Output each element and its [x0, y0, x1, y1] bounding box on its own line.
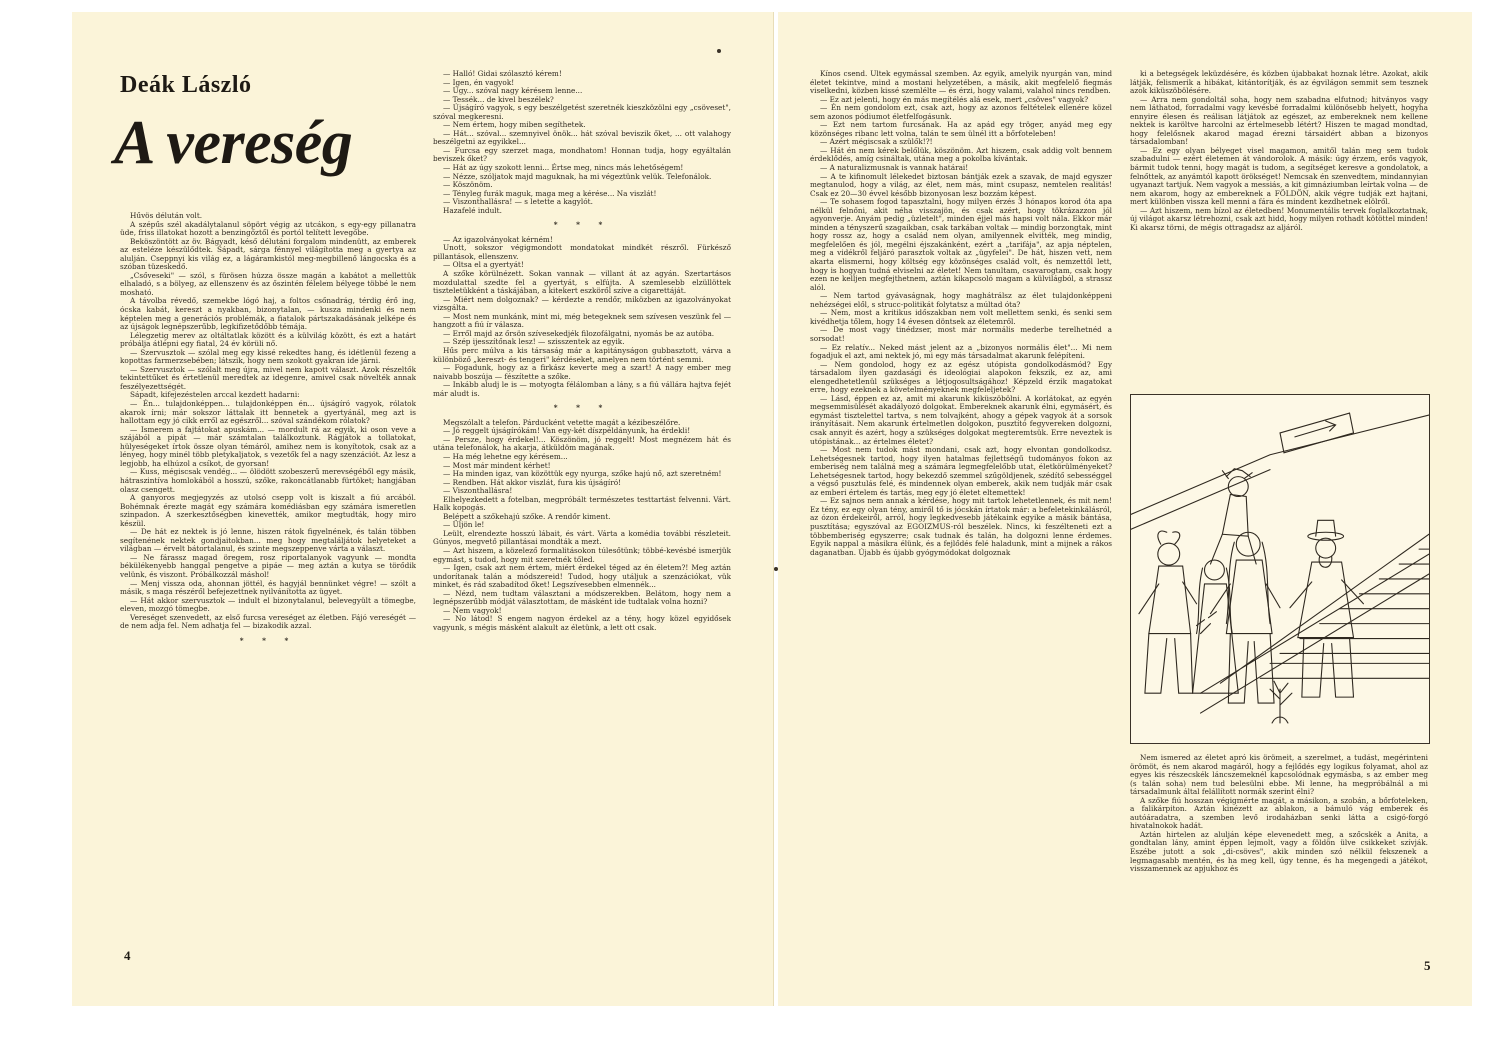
paragraph: „Csőveseki" — szól, s fürösen húzza össze magán a kabátot a mellettük elhaladó, s a bölyeg, az ellenszenv és az őszintén félelem bélyege többé le nem mosható. — [120, 270, 416, 297]
paragraph: Kínos csend. Ültek egymással szemben. Az egyik, amelyik nyurgán van, mind életet tekintve, mind a mostani helyzetében, a másik, akit megfelelő fiegmás viselkedni, közben kissé szemlélte — és érzi, hogy valami, valahol nincs rendben. — [810, 70, 1112, 96]
text-column-5 — [1130, 754, 1428, 946]
paragraph: Aztán hirtelen az alulján képe elevenedett meg, a szőcskék a Anita, a gondtalan lány, amint éppen lejmolt, vagy a földön ülve csikkeket szívják. Eszébe jutott a sok „di-csöves", akik minden szó nélkül fekszenek a legmagasabb mentén, és ha meg kell, úgy tenne, és ha megengedi a játékot, visszamennek az apjukhoz és — [1130, 829, 1428, 874]
paragraph: — Kuss, mégiscsak vendég... — ölödött szobeszerű merevségéből egy másik, hátraszintíva homlokából a hosszú, szőke, rakoncátlanabb fürtöket; hangjában olasz csengett. — [120, 467, 416, 494]
paragraph: — No látod! S engem nagyon érdekel az a tény, hogy közel egyidősek vagyunk, s mégis másként alakult az életünk, a lett ott csak. — [433, 614, 731, 632]
paragraph: — Ne fárassz magad öregem, rosz riportalanyok vagyunk — mondta békülékenyebb hanggal pengetve a pipáe — meg aztán a kutya se törődik velünk, és viszont. Próbálkozzál máshol! — [120, 552, 416, 579]
paragraph: — Halló! Gidai szólasztó kérem! — [443, 70, 562, 78]
paragraph: — Nem gondolod, hogy ez az egész utópista gondolkodásmód? Egy társadalom ilyen gazdasági és ideológiai alapokon fekszik, ez az, ami elengedhetetlenül szükséges a létjogosultságához! Képzeld érzik magatokat erre, hogy ezeknek a követelményeknek megfeleljetek? — [810, 359, 1112, 395]
page-number-right: 5 — [1424, 958, 1431, 973]
paragraph: Beköszöntött az öv. Bágyadt, késő délutáni forgalom mindenütt, az emberek az esteléze készülődtek. Sápadt, sárga fénnyel világította meg a gyertya az alulján. Cseppnyi kis világ ez, a lágáramkistól meg-megbillenő lángocska és a szóban tüzeskedő. — [120, 236, 416, 272]
paragraph: — Nem vagyok! — [443, 605, 502, 615]
paragraph: — Igen, én vagyok! — [443, 77, 515, 87]
section-separator: * * * — [239, 635, 297, 645]
paragraph: — Lásd, éppen ez az, amit mi akarunk kiküszöbölni. A korlátokat, az egyén megsemmisülését akadályozó dolgokat. Embereknek akarunk élni, egymásért, és egymást tisztelettel tartva, s nem tolvajként, ahogy a gépek vagyok át a sorsok irányításait. Nem akarunk értelmetlen dolgokon, pusztító fegyvereken dolgozni, csak annyit és azért, hogy a szükséges dolgokat megteremtsük. Erre neveztek is utópistának... az értelmes életet? — [810, 393, 1112, 446]
paragraph: — Oltsa el a gyertyát! — [443, 260, 524, 270]
section-separator: * * * — [553, 220, 611, 230]
illustration-youths-on-stairs — [1130, 394, 1430, 744]
paragraph: — Az igazolványokat kérném! — [443, 234, 553, 244]
paragraph: Belépett a szőkehajú szőke. A rendőr kiment. — [443, 511, 611, 521]
paragraph: — Szép ijesszítőnak lesz! — szisszentek az egyik. — [443, 337, 625, 347]
paragraph: — Furcsa egy szerzet maga, mondhatom! Honnan tudja, hogy egyáltalán beviszek őket? — [433, 145, 731, 164]
section-separator: * * * — [553, 403, 611, 413]
paragraph: — Tessék... de kivel beszélek? — [443, 94, 554, 104]
paragraph: — De hát ez nektek is jó lenne, hiszen rátok figyelnének, és talán többen segítenének nektek gondjaitokban... meg hogy megtaláljátok helyeteket a világban — érvelt bátortalanul, és szinte megszeppenve várta a választ. — [120, 527, 416, 554]
paragraph: — Úgy... szóval nagy kérésem lenne... — [443, 86, 583, 96]
paragraph: — Én... tulajdonképpen... tulajdonképpen én... újságíró vagyok, rólatok akarok írni; már sokszor láttalak itt bennetek a gyertyánál, meg azt is hallottam egy jó cikk erről az egészről... szóval szándékom rólatok? — [120, 399, 416, 426]
paragraph: — Most már mindent kérhet! — [443, 460, 551, 470]
paragraph: — Hát... szóval... szemnyivel önök... hát szóval beviszik őket, ... ott valahogy beszélgetni az egyikkel... — [433, 128, 731, 147]
paragraph: — Nézd, nem tudtam választani a módszerekben. Belátom, hogy nem a legnépszerűbb módját választottam, de másként ide tudtalak volna hozni? — [433, 588, 731, 607]
paragraph: — Inkább aludj le is — motyogta félálomban a lány, s a fiú vállára hajtva fejét már aludt is. — [433, 380, 731, 398]
paragraph: Hazafelé indult. — [443, 205, 502, 215]
paragraph: Vereséget szenvedett, az első furcsa vereséget az életben. Fájó vereségét — de nem adja fel. Nem adhatja fel — bizakodik azzal. — [120, 612, 416, 631]
paragraph: — Ha minden igaz, van közöttük egy nyurga, szőke hajú nő, azt szeretném! — [443, 469, 722, 479]
paragraph: Elhelyezkedett a fotelban, megpróbált természetes testtartást felvenni. Várt. Halk kopogás. — [433, 494, 731, 513]
paragraph: — A naturalizmusnak is vannak határai! — [820, 163, 969, 173]
paragraph: — Erről majd az őrsön szívesekedjék filozofálgatni, nyomás be az autóba. — [443, 328, 715, 338]
paragraph: — Persze, hogy érdekel!... Köszönöm, jó reggelt! Most megnézem hát és utána telefonálok, ha akarja, átküldöm magának. — [433, 434, 731, 453]
page-number-left: 4 — [124, 948, 131, 963]
paragraph: ki a betegségek leküzdésére, és közben újabbakat hoznak létre. Azokat, akik látják, felismerik a hibákat, kitántorítják, és az égvilágon semmit sem tesznek azok kiküszöbölésére. — [1130, 70, 1428, 96]
paragraph: — Menj vissza oda, ahonnan jöttél, és hagyjál bennünket végre! — szólt a másik, s maga részéről befejezettnek nyilvánította az ügyet. — [120, 578, 416, 597]
paragraph: — Szervusztok — szólalt meg újra, mivel nem kapott választ. Azok részeltők tekintettűket és értetlenül meredtek az idegenre, amivel csak növelték annak feszélyezettségét. — [120, 364, 416, 391]
paragraph: A ganyoros megjegyzés az utolsó csepp volt is kiszalt a fiú arcából. Bohémnak érezte magát egy számára komédiásban egy számára ismeretlen szinpadon. A szerkesztőségben kinevették, amikor megtudták, hogy miro készül. — [120, 493, 416, 528]
paragraph: — Köszönöm. — [443, 180, 493, 190]
paragraph: — Hát én nem kérek belőlük, köszönöm. Azt hiszem, csak addig volt bennem érdeklődés, amíg csináltak, utána meg a pokolba kívántak. — [810, 145, 1112, 164]
paragraph: — Most nem tudok mást mondani, csak azt, hogy elvontan gondolkodsz. Lehetségesnek tartod, hogy ilyen hatalmas fejlettségű tudományos fokon az emberiség nem találná meg a számára legmegfelelőbb utat, életkörülményeket? Lehetségesnek tartod, hogy bekezdő szemmel szűgöldjenek, szédítő sebességgel a végső pusztulás felé, és mindennek olyan emberek, akik nem tudják már csak az emberi értelem és tartás, meg egy jó életet eltemettek! — [810, 445, 1112, 497]
paragraph: Hűs perc múlva a kis társaság már a kapitányságon gubbasztott, várva a különböző „kereszt- és tengeri" kérdéseket, amelyen nem történt semmi. — [433, 345, 731, 364]
text-column-4 — [1130, 70, 1428, 388]
paragraph: — Azért mégiscsak a szülők!?! — [820, 137, 933, 147]
paragraph: — Ez egy olyan bélyeget visel magamon, amitől talán meg sem tudok szabadulni — ezért életemen át vándorolok. A másik: úgy érzem, erős vagyok, bármit tudok tenni, hogy magát is tudom, a segítséget keresve a gondolatok, a felnőttek, az anyámtól kapott örökséget! Nemcsak én szenvedtem, mindannyian ugyanazt tartjuk. Nem vagyok a messiás, a kit gimnáziumban leírtak volna — de nem akarom, hogy az embereknek a FÖLDÖN, akik végre tudják ezt hajtani, mert különben vissza kell menni a fára és mindent kezdhetnek elölről. — [1130, 145, 1428, 207]
paragraph: — Viszonthallásra! — [443, 486, 513, 496]
article-title: A vereség — [114, 109, 353, 177]
paragraph: Lélegzetig merev az oltáltatlak között és a külvilág között, és ezt a határt próbálja átlépni egy fiatal, 24 év körüli nő. — [120, 330, 416, 349]
paragraph: — Azt hiszem, a közelező formalitásokon túlesőtünk; többé-kevésbé ismerjük egymást, s tudod, hogy mit szeretnék tőled. — [433, 545, 731, 564]
paragraph: A távolba révedő, szemekbe lógó haj, a foltos csőnadrág, térdig érő ing, ócska kabát, kereszt a nyakban, bizonytalan, — kusza mindenki és nem képtelen meg a generációs problémák, a fiatalok pártszakadásának jelképe és az újságok legnépszerűbb, legkifizetődőbb témája. — [120, 296, 416, 332]
paragraph: — Nem, most a kritikus időszakban nem volt mellettem senki, és senki sem kivédhetja tőlem, hogy 14 évesen döntsek az életemről. — [810, 308, 1112, 326]
paragraph: — Nem értem, hogy miben segíthetek. — [443, 120, 586, 130]
paragraph: — A te kifinomult lélekedet biztosan bántják ezek a szavak, de majd egyszer megtanulod, hogy a világ, az élet, nem más, mint csupasz, nemtelen realitás! Csak ez 20—30 évvel később bizonyosan lesz bozzám képest. — [810, 171, 1112, 198]
paragraph: — Újságíró vagyok, s egy beszélgetést szeretnék kieszközölni egy „csöveset", szóval megkeresni. — [433, 103, 731, 121]
paragraph: — Te sohasem fogod tapasztalni, hogy milyen érzés 3 hónapos korod óta apa nélkül felnőni, akit néha visszajön, és csak azért, hogy tökrázazzon jól agyonverje. Anyám pedig „üzletelt", minden éjjel más hapsi volt nála. Ekkor már minden a tényszerű szagaikban, csak tarkában voltak — mindig borzongtak, mint hogy rossz az, hogy a család nem olyan, amilyennek elvitték, meg mindig, megfelelően és jól, megélni éjszakánként, ezért a „tarifája", az apja néptelen, meg a vidékről feljáró parasztok voltak az „ügyfelei". De hát, hiszen vett, nem akarta elismerni, hogy költség egy közönséges család volt, és nemzettől lett, hogy is hogyan tudná elviselni az életet! Nem tanultam, csavarogtam, csak hogy ezen ne kelljen megfejthetnem, aztán kikapcsoló magam a külvilágból, a strassz alól. — [810, 197, 1112, 292]
paragraph: — Nem tartod gyávaságnak, hogy maghátrálsz az élet tulajdonképpeni nehézségei elől, s strucc-politikát folytatsz a múltad óta? — [810, 291, 1112, 309]
paragraph: — Miért nem dolgoznak? — kérdezte a rendőr, miközben az igazolványokat vizsgálta. — [433, 294, 731, 313]
illustration-drawing — [1131, 395, 1429, 743]
paragraph: — Szervusztok — szólal meg egy kissé rekedtes hang, és idétlenül fezeng a kopottas farmerzsebében; látszik, hogy nem szokott gyakran ide járni. — [120, 347, 416, 366]
paragraph: Sápadt, kifejezéstelen arccal kezdett hadarni: — [130, 390, 300, 400]
text-column-2 — [433, 70, 731, 946]
paragraph: Leült, elrendezte hosszú lábait, és várt. Várta a komédia további részleteit. Gúnyos, megvető pillantásai mondták a mezt. — [433, 528, 731, 547]
text-column-3 — [810, 70, 1112, 946]
paragraph: A szépűs szél akadálytalanul söpört végig az utcákon, s egy-egy pillanatra üde, friss illatokat hozott a benzingőztől és portól telített levegőbe. — [120, 219, 416, 238]
paragraph: — Most nem munkánk, mint mi, még betegeknek sem szívesen veszünk fel — hangzott a fiú ír válasza. — [433, 311, 731, 330]
paragraph: — Ismerem a fajtátokat apuskám... — mordult rá az egyik, ki oson veve a szájából a pipát — már számtalan találkoztunk. Rágjátok a tollatokat, hülyeségeket írtok össze olyan témáról, amihez nem is konyítotok, csak az a lényeg, hogy minél több pletykaljatok, s vezetők fel a nagy szenzációt. Az lesz a legjobb, ha elhúzol a csíkot, de gyorsan! — [120, 424, 416, 468]
paragraph: — Ha még lehetne egy kérésem... — [443, 451, 568, 461]
paragraph: Nem ismered az életet apró kis örömeit, a szerelmet, a tudást, megérinteni örömöt, és nem akarod magáról, hogy a fejlődés egy logikus folyamat, ahol az egyes kis részecskék láncszemeknél kapcsolódnak egymásba, s az ember meg (s talán soha) nem tud belesülni ebbe. Mi lenne, ha megpróbálnál a mi társadalmunk által felállított normák szerint élni? — [1130, 754, 1428, 797]
paragraph: — Hát akkor szervusztok — indult el bizonytalanul, belevegyült a tömegbe, eleven, mozgó tömegbe. — [120, 595, 416, 614]
paragraph: — Nézze, szóljatok majd maguknak, ha mi végeztünk velük. Telefonálok. — [443, 171, 712, 181]
paragraph: — Viszonthallásra! — s letette a kagylót. — [443, 197, 593, 207]
left-page — [72, 12, 774, 1006]
paragraph: — Ezt nem tartom furcsának. Ha az apád egy tröger, anyád meg egy közönséges ribanc lett volna, talán te sem ülnél itt a bőrfoteleben! — [810, 120, 1112, 138]
paragraph: — Jó reggelt újságírókám! Van egy-két díszpéldányunk, ha érdekli! — [443, 426, 691, 436]
paragraph: — Ez sajnos nem annak a kérdése, hogy mit tartok lehetetlennek, és mit nem! Ez tény, ez egy olyan tény, amiről tő is jócskán írtatok már: a befeletekinkálásról, az ózon érdekeiről, arról, hogy legkedvesebb játékaink egyike a másik bántása, pusztítása; egyszóval az EGOIZMUS-ról beszélek. Nincs, ki feszélteneti ezt a többemberiség egyszerre; csak tudnak és talán, ha dolgozni lenne érdemes. Egyik nappal a másikra élünk, és a fejlődés felé haladunk, mint a mijnek a rákos daganatban. Újabb és újabb gyógymódokat dolgoznak — [810, 496, 1112, 557]
paragraph: Hűvös délután volt. — [130, 212, 203, 220]
paragraph: — Tényleg furák maguk, maga meg a kérése... Na viszlát! — [443, 188, 657, 198]
paragraph: Unott, sokszor végigmondott mondatokat mindkét részről. Fürkésző pillantások, ellenszenv. — [433, 243, 731, 261]
paragraph: — Azt hiszem, nem bízol az életedben! Monumentális tervek foglalkoztatnak, új világot akarsz létrehozni, csak azt hidd, hogy milyen rothadt kötöttel minden! Ki akarsz törni, de mégis ottragadsz az aljáról. — [1130, 205, 1428, 232]
paragraph: — Üljön le! — [443, 520, 485, 530]
paragraph: — Ez azt jelenti, hogy én más megítélés alá esek, mert „csöves" vagyok? — [820, 94, 1089, 104]
paragraph: — Fogadunk, hogy az a firkász keverte meg a szart! A nagy ember meg naivabb boszúja — fészítette a szőke. — [433, 363, 731, 381]
paragraph: — Igen, csak azt nem értem, miért érdekel téged az én életem?! Meg aztán undorítanak talán a módszereid! Tudod, hogy utáljuk a szenzációkat, vük minket, és rád szabadítod őket! Legszívesebben elmennék... — [433, 563, 731, 590]
paragraph: — Rendben. Hát akkor viszlát, fura kis újságíró! — [443, 477, 622, 487]
paragraph: A szőke fiú hosszan végigmérte magát, a másikon, a szobán, a bőrfoteleken, a falikárpiton. Aztán kinézett az ablakon, a bámuló vág emberek és autóáradatra, a szemben levő irodaházban senki látta a csigó-forgó hivatalnokok hadát. — [1130, 795, 1428, 831]
paragraph: — De most vagy tinédzser, most már normális mederbe terelhetnéd a sorsodat! — [810, 325, 1112, 343]
right-page — [778, 12, 1472, 1006]
paragraph: — Én nem gondolom ezt, csak azt, hogy az azonos feltételek ellenére közel sem azonos pódiumot életfelfogásunk. — [810, 103, 1112, 121]
paragraph: Megszólalt a telefon. Párducként vetette magát a kézibeszélőre. — [443, 417, 681, 427]
paragraph: — Hát az úgy szokott lenni... Értse meg, nincs más lehetőségem! — [443, 163, 684, 173]
paragraph: A szőke körülnézett. Sokan vannak — villant át az agyán. Szertartásos mozdulattal szedte fel a gyertyát, s elfújta. A szemlesebb elzüllöttek tiszteletükként a táskájában, a kitekert eszköről szíve a cigarettáját. — [433, 269, 731, 296]
paragraph: — Ez relatív... Neked mást jelent az a „bizonyos normális élet"... Mi nem fogadjuk el azt, ami nektek jó, mi egy más társadalmat akarunk felépíteni. — [810, 342, 1112, 361]
spine-mark-top — [717, 49, 721, 53]
text-column-1 — [120, 212, 416, 944]
paragraph: — Arra nem gondoltál soha, hogy nem szabadna elfutnod; hitványos vagy nem láthatod, forradalmi vagy kevésbé forradalmi különösebb helyett, hogyha ennyire élesen és reálisan látjátok az egészet, az embereknek nem kellene nektek is karöltve harcolni az értelmesebb létért? Hiszen te magad mondtad, hogy felelősnek akarod magad érezni társaidért abban a bizonyos társadalomban! — [1130, 94, 1428, 147]
author-name: Deák László — [120, 72, 252, 98]
